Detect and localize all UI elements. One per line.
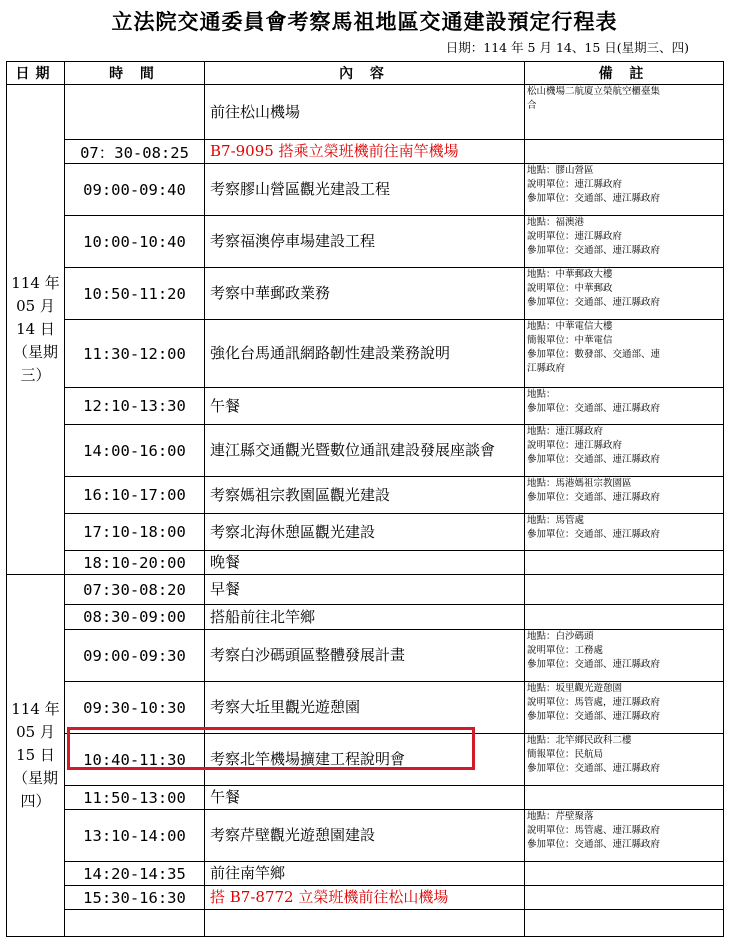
note-line: 參加單位：交通部、連江縣政府 bbox=[527, 659, 661, 670]
time-cell: 17:10-18:00 bbox=[65, 514, 205, 551]
content-cell: 前往松山機場 bbox=[205, 85, 525, 140]
note-cell bbox=[525, 425, 724, 477]
table-row bbox=[7, 268, 724, 320]
note-line: 江縣政府 bbox=[527, 363, 566, 374]
note-cell bbox=[525, 886, 724, 910]
content-cell: 考察中華郵政業務 bbox=[205, 268, 525, 320]
content-cell: 考察大坵里觀光遊憩園 bbox=[205, 682, 525, 734]
note-line: 說明單位：連江縣政府 bbox=[527, 440, 623, 451]
note-cell bbox=[525, 605, 724, 630]
note-cell bbox=[525, 320, 724, 388]
note-line: 說明單位：連江縣政府 bbox=[527, 231, 623, 242]
table-row bbox=[7, 734, 724, 786]
time-cell: 09:30-10:30 bbox=[65, 682, 205, 734]
note-line: 參加單位：交通部、連江縣政府 bbox=[527, 763, 661, 774]
content-cell: 考察膠山營區觀光建設工程 bbox=[205, 164, 525, 216]
time-cell: 10:40-11:30 bbox=[65, 734, 205, 786]
date-line: 日期：114 年 5 月 14、15 日(星期三、四) bbox=[445, 40, 689, 55]
content-cell: 搭 B7-8772 立榮班機前往松山機場 bbox=[205, 886, 525, 910]
table-row bbox=[7, 425, 724, 477]
note-line: 說明單位：中華郵政 bbox=[527, 283, 613, 294]
time-cell: 09:00-09:40 bbox=[65, 164, 205, 216]
note-line: 地點：馬港媽祖宗教園區 bbox=[527, 478, 632, 489]
note-line: 地點：中華郵政大樓 bbox=[527, 269, 613, 280]
day-line: （星期 bbox=[12, 769, 58, 787]
note-cell bbox=[525, 551, 724, 575]
time-cell: 13:10-14:00 bbox=[65, 810, 205, 862]
day-line: 三） bbox=[20, 366, 51, 384]
page-title: 立法院交通委員會考察馬祖地區交通建設預定行程表 bbox=[111, 9, 618, 34]
time-cell: 15:30-16:30 bbox=[65, 886, 205, 910]
content-cell: 考察媽祖宗教園區觀光建設 bbox=[205, 477, 525, 514]
note-line: 地點：連江縣政府 bbox=[527, 426, 604, 437]
note-line: 簡報單位：中華電信 bbox=[527, 335, 613, 346]
day-line: 114 年 bbox=[11, 274, 60, 292]
note-cell bbox=[525, 164, 724, 216]
time-cell: 09:00-09:30 bbox=[65, 630, 205, 682]
note-line: 參加單位：交通部、連江縣政府 bbox=[527, 839, 661, 850]
content-cell: 考察北竿機場擴建工程說明會 bbox=[205, 734, 525, 786]
content-cell: 晚餐 bbox=[205, 551, 525, 575]
note-cell bbox=[525, 575, 724, 605]
time-cell: 07：30-08:25 bbox=[65, 140, 205, 164]
note-line: 參加單位：交通部、連江縣政府 bbox=[527, 529, 661, 540]
note-line: 地點：坂里觀光遊憩園 bbox=[527, 683, 623, 694]
table-row bbox=[7, 682, 724, 734]
note-cell bbox=[525, 862, 724, 886]
day-line: 114 年 bbox=[11, 700, 60, 718]
note-cell bbox=[525, 216, 724, 268]
content-cell: 午餐 bbox=[205, 786, 525, 810]
note-cell bbox=[525, 682, 724, 734]
header-row bbox=[7, 62, 724, 85]
day-line: （星期 bbox=[12, 343, 58, 361]
time-cell bbox=[65, 910, 205, 937]
note-line: 說明單位：馬管處，連江縣政府 bbox=[527, 697, 661, 708]
time-cell: 10:00-10:40 bbox=[65, 216, 205, 268]
table-row bbox=[7, 388, 724, 425]
note-line: 地點：膠山營區 bbox=[527, 165, 594, 176]
time-cell: 14:00-16:00 bbox=[65, 425, 205, 477]
note-cell bbox=[525, 910, 724, 937]
note-line: 地點：馬管處 bbox=[527, 515, 585, 526]
day-line: 14 日 bbox=[16, 320, 55, 338]
time-cell: 11:50-13:00 bbox=[65, 786, 205, 810]
note-line: 合 bbox=[527, 100, 537, 111]
note-cell bbox=[525, 388, 724, 425]
schedule-table bbox=[6, 61, 724, 937]
time-cell: 14:20-14:35 bbox=[65, 862, 205, 886]
time-cell: 12:10-13:30 bbox=[65, 388, 205, 425]
day-line: 四） bbox=[20, 792, 51, 810]
time-cell: 16:10-17:00 bbox=[65, 477, 205, 514]
header-time: 時 間 bbox=[65, 62, 205, 85]
table-row bbox=[7, 575, 724, 605]
content-cell: 連江縣交通觀光暨數位通訊建設發展座談會 bbox=[205, 425, 525, 477]
table-row bbox=[7, 630, 724, 682]
table-row bbox=[7, 886, 724, 910]
table-row bbox=[7, 910, 724, 937]
note-line: 地點：芹壁聚落 bbox=[527, 811, 594, 822]
note-line: 地點： bbox=[527, 389, 556, 400]
day-line: 05 月 bbox=[16, 723, 55, 741]
note-line: 參加單位：交通部、連江縣政府 bbox=[527, 492, 661, 503]
note-cell bbox=[525, 477, 724, 514]
note-cell bbox=[525, 630, 724, 682]
content-cell: 強化台馬通訊網路韌性建設業務說明 bbox=[205, 320, 525, 388]
table-row bbox=[7, 140, 724, 164]
note-line: 地點：北竿鄉民政科二樓 bbox=[527, 735, 632, 746]
content-cell: 考察福澳停車場建設工程 bbox=[205, 216, 525, 268]
table-row bbox=[7, 514, 724, 551]
note-cell bbox=[525, 734, 724, 786]
note-line: 參加單位：交通部、連江縣政府 bbox=[527, 245, 661, 256]
note-line: 參加單位：交通部、連江縣政府 bbox=[527, 403, 661, 414]
note-cell bbox=[525, 85, 724, 140]
content-cell: 午餐 bbox=[205, 388, 525, 425]
content-cell bbox=[205, 910, 525, 937]
header-day: 日期 bbox=[7, 62, 65, 85]
note-line: 地點：白沙碼頭 bbox=[527, 631, 594, 642]
note-line: 參加單位：交通部、連江縣政府 bbox=[527, 297, 661, 308]
content-cell: 考察北海休憩區觀光建設 bbox=[205, 514, 525, 551]
table-row bbox=[7, 216, 724, 268]
note-line: 地點：福澳港 bbox=[527, 217, 585, 228]
content-cell: 早餐 bbox=[205, 575, 525, 605]
content-cell: B7-9095 搭乘立榮班機前往南竿機場 bbox=[205, 140, 525, 164]
note-cell bbox=[525, 268, 724, 320]
table-row bbox=[7, 164, 724, 216]
table-row bbox=[7, 605, 724, 630]
note-line: 簡報單位：民航局 bbox=[527, 749, 604, 760]
content-cell: 前往南竿鄉 bbox=[205, 862, 525, 886]
note-cell bbox=[525, 140, 724, 164]
table-row bbox=[7, 320, 724, 388]
table-row bbox=[7, 551, 724, 575]
table-row bbox=[7, 862, 724, 886]
table-row bbox=[7, 477, 724, 514]
time-cell: 07:30-08:20 bbox=[65, 575, 205, 605]
time-cell: 11:30-12:00 bbox=[65, 320, 205, 388]
note-line: 參加單位：交通部、連江縣政府 bbox=[527, 193, 661, 204]
day-line: 15 日 bbox=[16, 746, 55, 764]
content-cell: 考察芹壁觀光遊憩園建設 bbox=[205, 810, 525, 862]
table-row bbox=[7, 810, 724, 862]
header-content: 內 容 bbox=[205, 62, 525, 85]
content-cell: 考察白沙碼頭區整體發展計畫 bbox=[205, 630, 525, 682]
content-cell: 搭船前往北竿鄉 bbox=[205, 605, 525, 630]
time-cell: 18:10-20:00 bbox=[65, 551, 205, 575]
time-cell: 10:50-11:20 bbox=[65, 268, 205, 320]
note-line: 說明單位：工務處 bbox=[527, 645, 604, 656]
note-line: 參加單位：交通部、連江縣政府 bbox=[527, 711, 661, 722]
header-note: 備 註 bbox=[525, 62, 724, 85]
note-line: 參加單位：數發部、交通部、連 bbox=[527, 349, 661, 360]
note-line: 地點：中華電信大樓 bbox=[527, 321, 613, 332]
table-row bbox=[7, 786, 724, 810]
note-line: 說明單位：連江縣政府 bbox=[527, 179, 623, 190]
time-cell bbox=[65, 85, 205, 140]
note-cell bbox=[525, 810, 724, 862]
time-cell: 08:30-09:00 bbox=[65, 605, 205, 630]
day-cell-14 bbox=[7, 85, 65, 575]
table-row bbox=[7, 85, 724, 140]
note-line: 參加單位：交通部、連江縣政府 bbox=[527, 454, 661, 465]
note-cell bbox=[525, 786, 724, 810]
day-line: 05 月 bbox=[16, 297, 55, 315]
note-line: 松山機場二航廈立榮航空櫃臺集 bbox=[527, 86, 661, 97]
note-line: 說明單位：馬管處、連江縣政府 bbox=[527, 825, 661, 836]
note-cell bbox=[525, 514, 724, 551]
day-cell-15 bbox=[7, 575, 65, 937]
